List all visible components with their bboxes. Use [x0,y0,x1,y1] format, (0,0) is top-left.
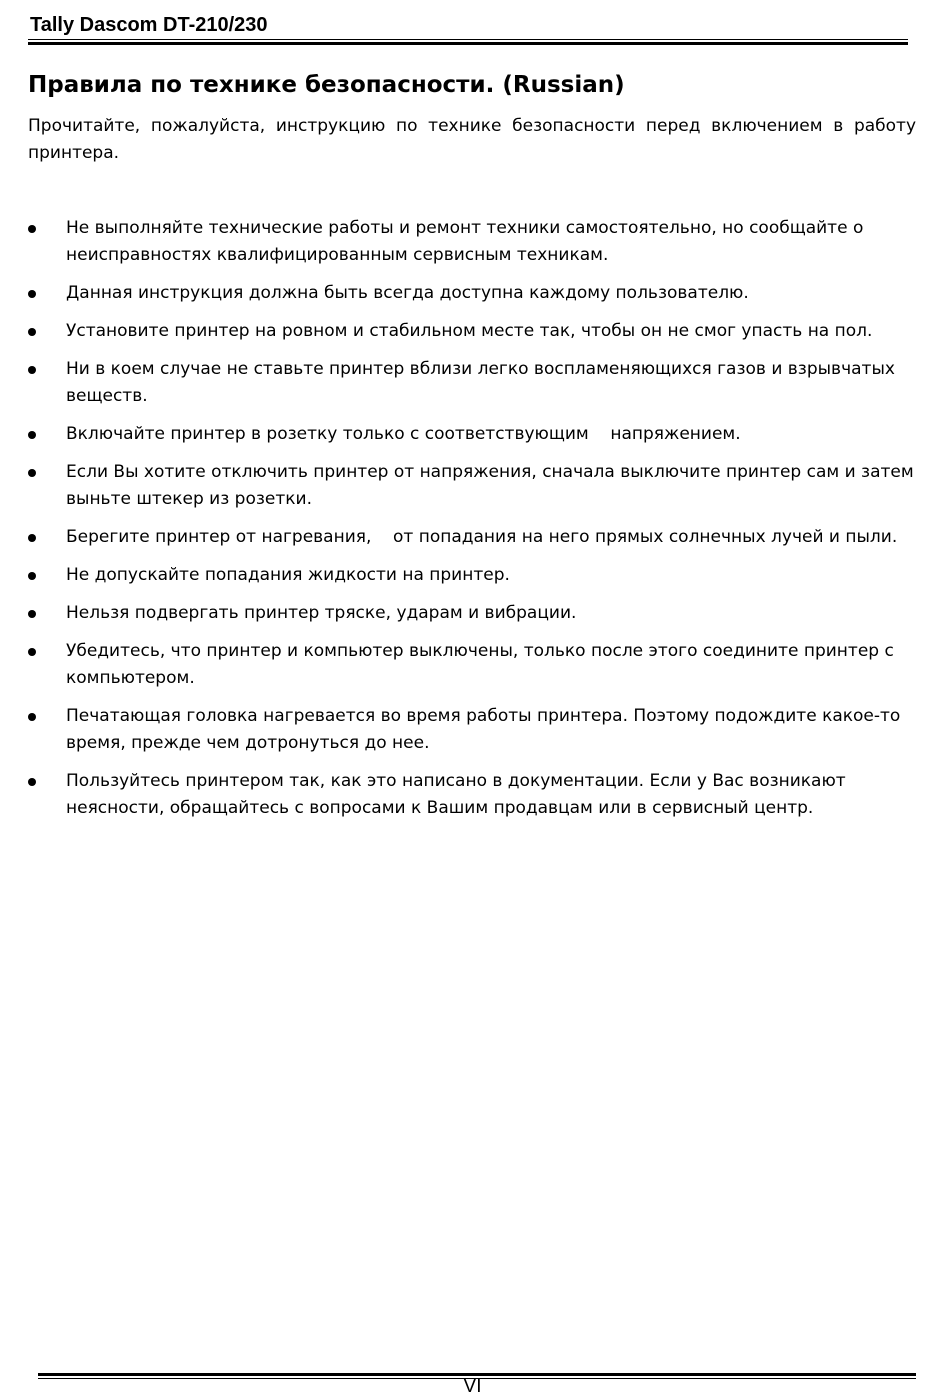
header-rule-thin [28,39,908,40]
bullet-icon [28,778,36,786]
list-item-text: Пользуйтесь принтером так, как это написано в документации. Если у Вас возникают неясности, обращайтесь с вопросами к Вашим продавцам или в сервисный центр. [66,771,846,818]
list-item [28,638,916,692]
list-item-text: Если Вы хотите отключить принтер от напряжения, сначала выключите принтер сам и затем выньте штекер из розетки. [66,462,914,509]
list-item-text: Не допускайте попадания жидкости на принтер. [66,565,510,585]
bullet-icon [28,366,36,374]
page-number: VI [463,1376,482,1397]
list-item-text: Убедитесь, что принтер и компьютер выключены, только после этого соедините принтер с компьютером. [66,641,894,688]
list-item-text: Включайте принтер в розетку только с соответствующим напряжением. [66,424,741,444]
list-item [28,459,916,513]
list-item [28,768,916,822]
bullet-icon [28,534,36,542]
list-item [28,421,916,448]
list-item-text: Не выполняйте технические работы и ремонт техники самостоятельно, но сообщайте о неисправностях квалифицированным сервисным техникам. [66,218,864,265]
bullet-icon [28,431,36,439]
intro-paragraph: Прочитайте, пожалуйста, инструкцию по технике безопасности перед включением в работу принтера. [28,116,916,163]
list-item-text: Установите принтер на ровном и стабильном месте так, чтобы он не смог упасть на пол. [66,321,873,341]
header-title: Tally Dascom DT-210/230 [30,14,268,36]
list-item [28,356,916,410]
list-item [28,562,916,589]
list-item [28,703,916,757]
page-title: Правила по технике безопасности. (Russian) [28,72,625,98]
list-item [28,215,916,269]
bullet-icon [28,328,36,336]
header-rule-thick [28,42,908,45]
safety-list [28,215,916,833]
list-item [28,600,916,627]
list-item [28,318,916,345]
bullet-icon [28,713,36,721]
bullet-icon [28,610,36,618]
list-item-text: Нельзя подвергать принтер тряске, ударам и вибрации. [66,603,577,623]
list-item [28,280,916,307]
bullet-icon [28,648,36,656]
bullet-icon [28,572,36,580]
list-item-text: Печатающая головка нагревается во время работы принтера. Поэтому подождите какое-то время, прежде чем дотронуться до нее. [66,706,901,753]
list-item-text: Берегите принтер от нагревания, от попадания на него прямых солнечных лучей и пыли. [66,527,898,547]
bullet-icon [28,469,36,477]
bullet-icon [28,225,36,233]
list-item-text: Данная инструкция должна быть всегда доступна каждому пользователю. [66,283,749,303]
list-item [28,524,916,551]
list-item-text: Ни в коем случае не ставьте принтер вблизи легко воспламеняющихся газов и взрывчатых веществ. [66,359,895,406]
bullet-icon [28,290,36,298]
